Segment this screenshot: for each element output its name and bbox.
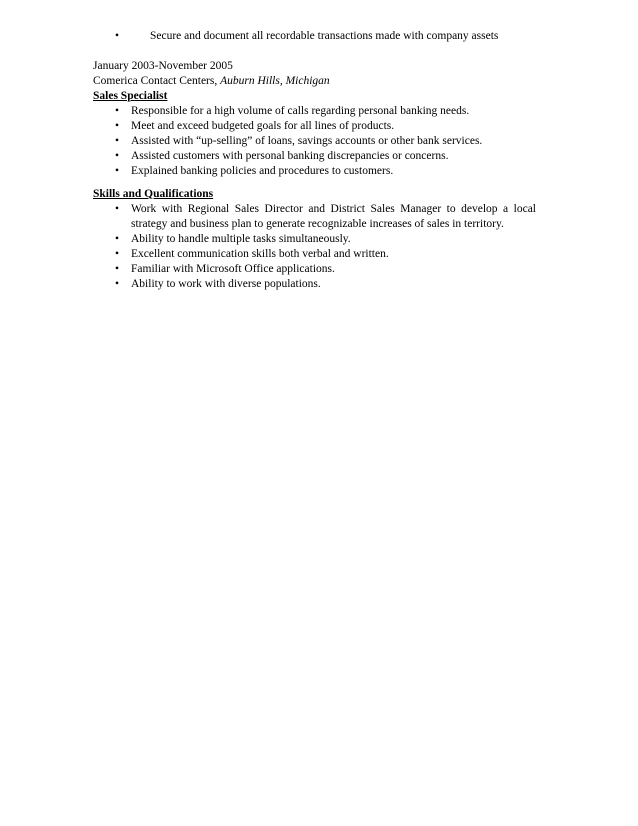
- list-item-text: Assisted with “up-selling” of loans, savings accounts or other bank services.: [131, 135, 483, 147]
- job-duties-list: [93, 104, 536, 179]
- list-item: [93, 104, 536, 119]
- bullet-icon: •: [115, 120, 120, 132]
- list-item: [93, 262, 536, 277]
- list-item-text: Secure and document all recordable transactions made with company assets: [150, 30, 499, 42]
- bullet-icon: •: [115, 233, 120, 245]
- bullet-icon: •: [115, 30, 120, 42]
- list-item-text: Familiar with Microsoft Office applications.: [131, 263, 335, 275]
- job-employer-line: [93, 74, 536, 89]
- list-item: [93, 119, 536, 134]
- skills-heading: Skills and Qualifications: [93, 188, 214, 200]
- bullet-icon: •: [115, 150, 120, 162]
- resume-page: [93, 29, 536, 292]
- bullet-icon: •: [115, 165, 120, 177]
- list-item-text: Explained banking policies and procedures to customers.: [131, 165, 394, 177]
- bullet-icon: •: [115, 105, 120, 117]
- list-item-text: Ability to handle multiple tasks simultaneously.: [131, 233, 351, 245]
- list-item: [93, 29, 536, 44]
- list-item-text: Excellent communication skills both verbal and written.: [131, 248, 389, 260]
- list-item: [93, 134, 536, 149]
- list-item-text: Meet and exceed budgeted goals for all lines of products.: [131, 120, 395, 132]
- job-title: Sales Specialist: [93, 90, 168, 102]
- list-item: [93, 247, 536, 262]
- list-item: [93, 232, 536, 247]
- job-dates: January 2003-November 2005: [93, 60, 233, 72]
- list-item: [93, 202, 536, 232]
- bullet-icon: •: [115, 203, 120, 215]
- list-item: [93, 149, 536, 164]
- list-item-text: Work with Regional Sales Director and District Sales Manager to develop a local strategy and business plan to generate recognizable increases of sales in territory.: [131, 203, 536, 230]
- list-item-text: Assisted customers with personal banking discrepancies or concerns.: [131, 150, 449, 162]
- list-item: [93, 277, 536, 292]
- list-item: [93, 164, 536, 179]
- job-entry: [93, 59, 536, 179]
- skills-section: [93, 187, 536, 292]
- bullet-icon: •: [115, 248, 120, 260]
- skills-list: [93, 202, 536, 292]
- job-location: Auburn Hills, Michigan: [220, 75, 330, 87]
- bullet-icon: •: [115, 135, 120, 147]
- bullet-icon: •: [115, 278, 120, 290]
- list-item-text: Ability to work with diverse populations.: [131, 278, 321, 290]
- bullet-icon: •: [115, 263, 120, 275]
- job-employer: Comerica Contact Centers,: [93, 75, 218, 87]
- list-item-text: Responsible for a high volume of calls regarding personal banking needs.: [131, 105, 470, 117]
